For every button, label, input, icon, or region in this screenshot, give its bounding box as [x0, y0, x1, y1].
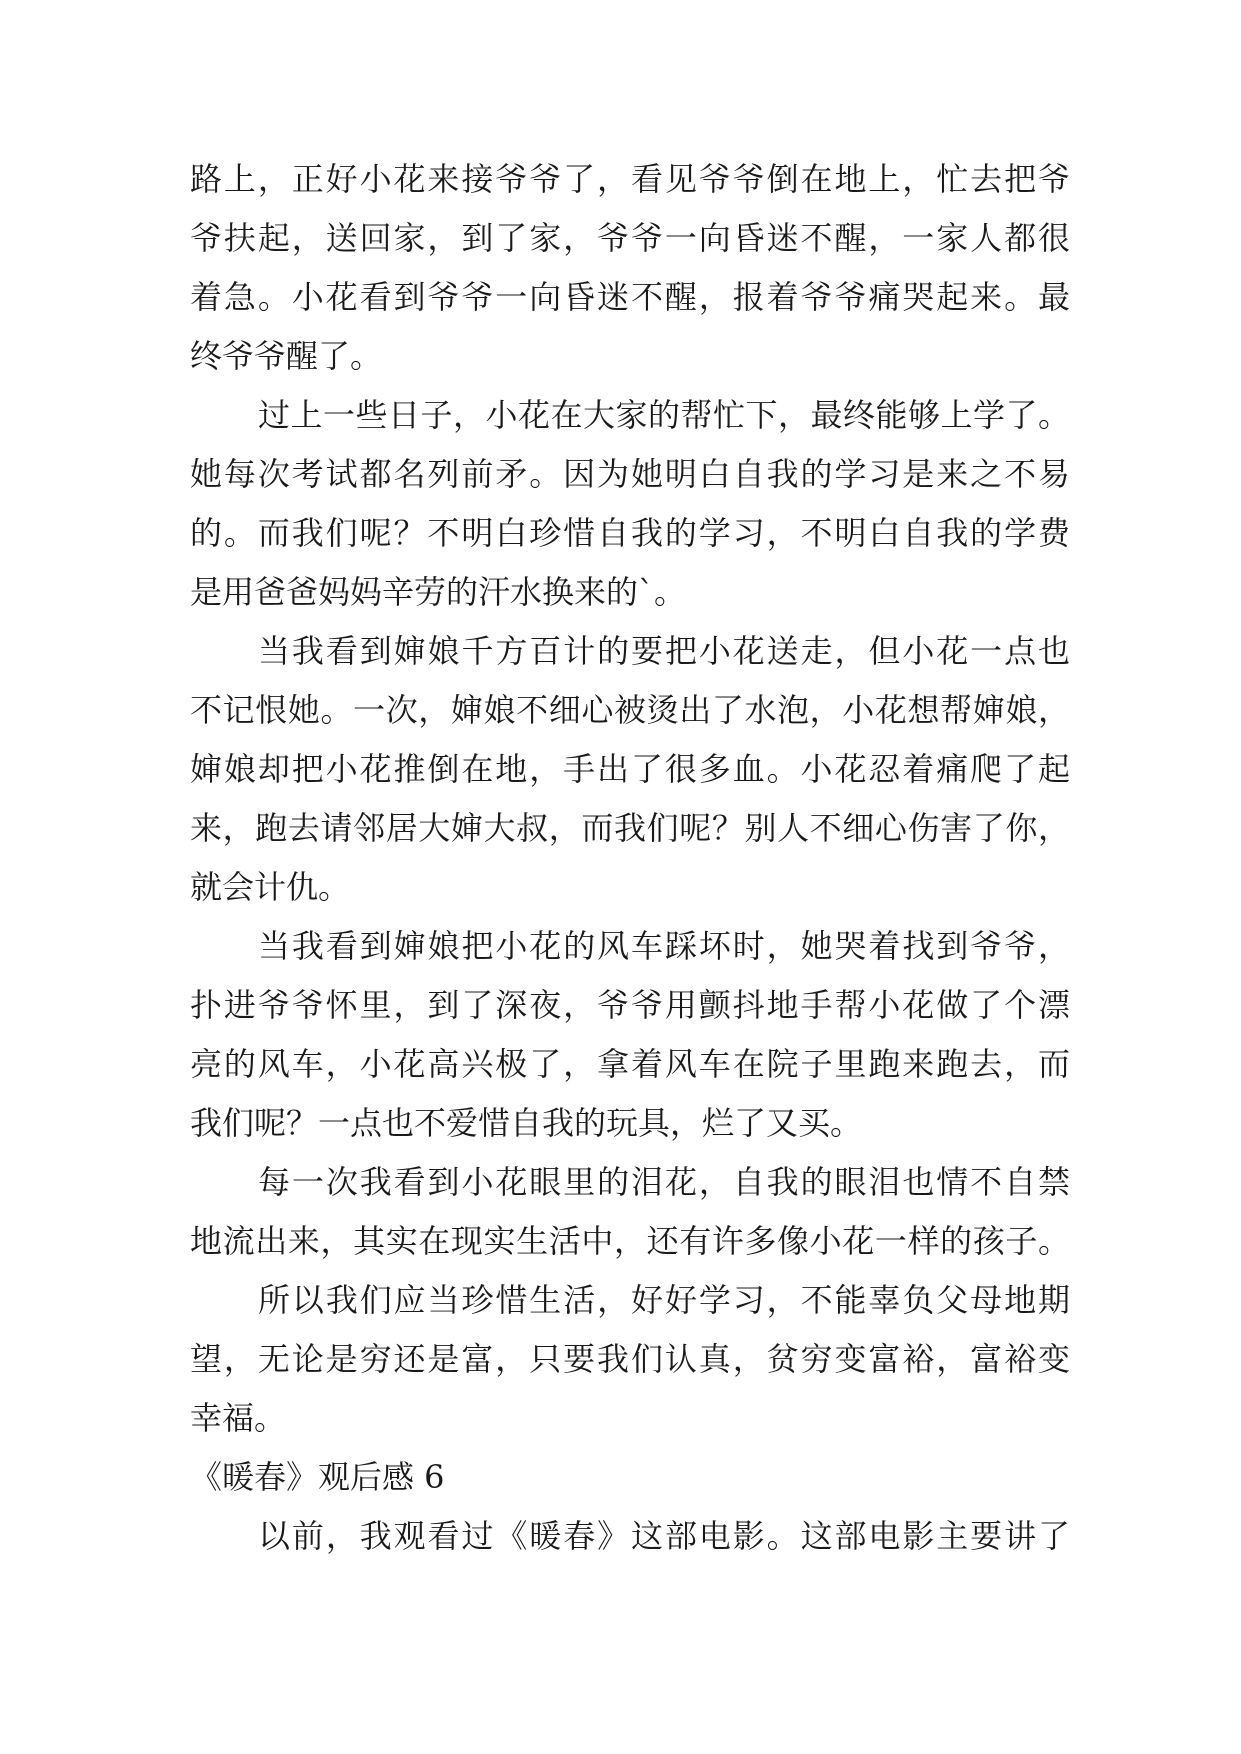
- text-line: 不记恨她。一次，婶娘不细心被烫出了水泡，小花想帮婶娘，: [190, 691, 1070, 729]
- text-line: 地流出来，其实在现实生活中，还有许多像小花一样的孩子。: [190, 1222, 1070, 1260]
- text-line: 亮的风车，小花高兴极了，拿着风车在院子里跑来跑去，而: [190, 1045, 1070, 1083]
- section-heading: 《暖春》观后感 6: [190, 1458, 445, 1496]
- text-line: 终爷爷醒了。: [190, 337, 383, 375]
- paragraph: [190, 917, 1070, 1153]
- text-line: 所以我们应当珍惜生活，好好学习，不能辜负父母地期: [258, 1281, 1070, 1319]
- paragraph: [190, 386, 1070, 622]
- text-line: 当我看到婶娘把小花的风车踩坏时，她哭着找到爷爷，: [258, 927, 1070, 965]
- paragraph: [190, 1153, 1070, 1271]
- paragraph: [190, 1271, 1070, 1448]
- text-line: 当我看到婶娘千方百计的要把小花送走，但小花一点也: [258, 632, 1070, 670]
- text-line: 来，跑去请邻居大婶大叔，而我们呢？别人不细心伤害了你，: [190, 809, 1070, 847]
- paragraph: [190, 1507, 1070, 1566]
- text-line: 每一次我看到小花眼里的泪花，自我的眼泪也情不自禁: [258, 1163, 1070, 1201]
- text-line: 望，无论是穷还是富，只要我们认真，贫穷变富裕，富裕变: [190, 1340, 1070, 1378]
- text-line: 我们呢？一点也不爱惜自我的玩具，烂了又买。: [190, 1104, 863, 1142]
- text-line: 幸福。: [190, 1399, 287, 1437]
- text-line: 婶娘却把小花推倒在地，手出了很多血。小花忍着痛爬了起: [190, 750, 1070, 788]
- text-line: 爷扶起，送回家，到了家，爷爷一向昏迷不醒，一家人都很: [190, 219, 1070, 257]
- text-line: 就会计仇。: [190, 868, 351, 906]
- text-line: 过上一些日子，小花在大家的帮忙下，最终能够上学了。: [258, 396, 1070, 434]
- text-line: 以前，我观看过《暖春》这部电影。这部电影主要讲了: [258, 1517, 1070, 1555]
- text-line: 的。而我们呢？不明白珍惜自我的学习，不明白自我的学费: [190, 514, 1070, 552]
- text-line: 着急。小花看到爷爷一向昏迷不醒，报着爷爷痛哭起来。最: [190, 278, 1070, 316]
- text-line: 她每次考试都名列前矛。因为她明白自我的学习是来之不易: [190, 455, 1070, 493]
- paragraph: [190, 622, 1070, 917]
- text-line: 路上，正好小花来接爷爷了，看见爷爷倒在地上，忙去把爷: [190, 160, 1070, 198]
- document-body: [190, 150, 1070, 1566]
- text-line: 扑进爷爷怀里，到了深夜，爷爷用颤抖地手帮小花做了个漂: [190, 986, 1070, 1024]
- paragraph: [190, 150, 1070, 386]
- text-line: 是用爸爸妈妈辛劳的汗水换来的`。: [190, 573, 687, 611]
